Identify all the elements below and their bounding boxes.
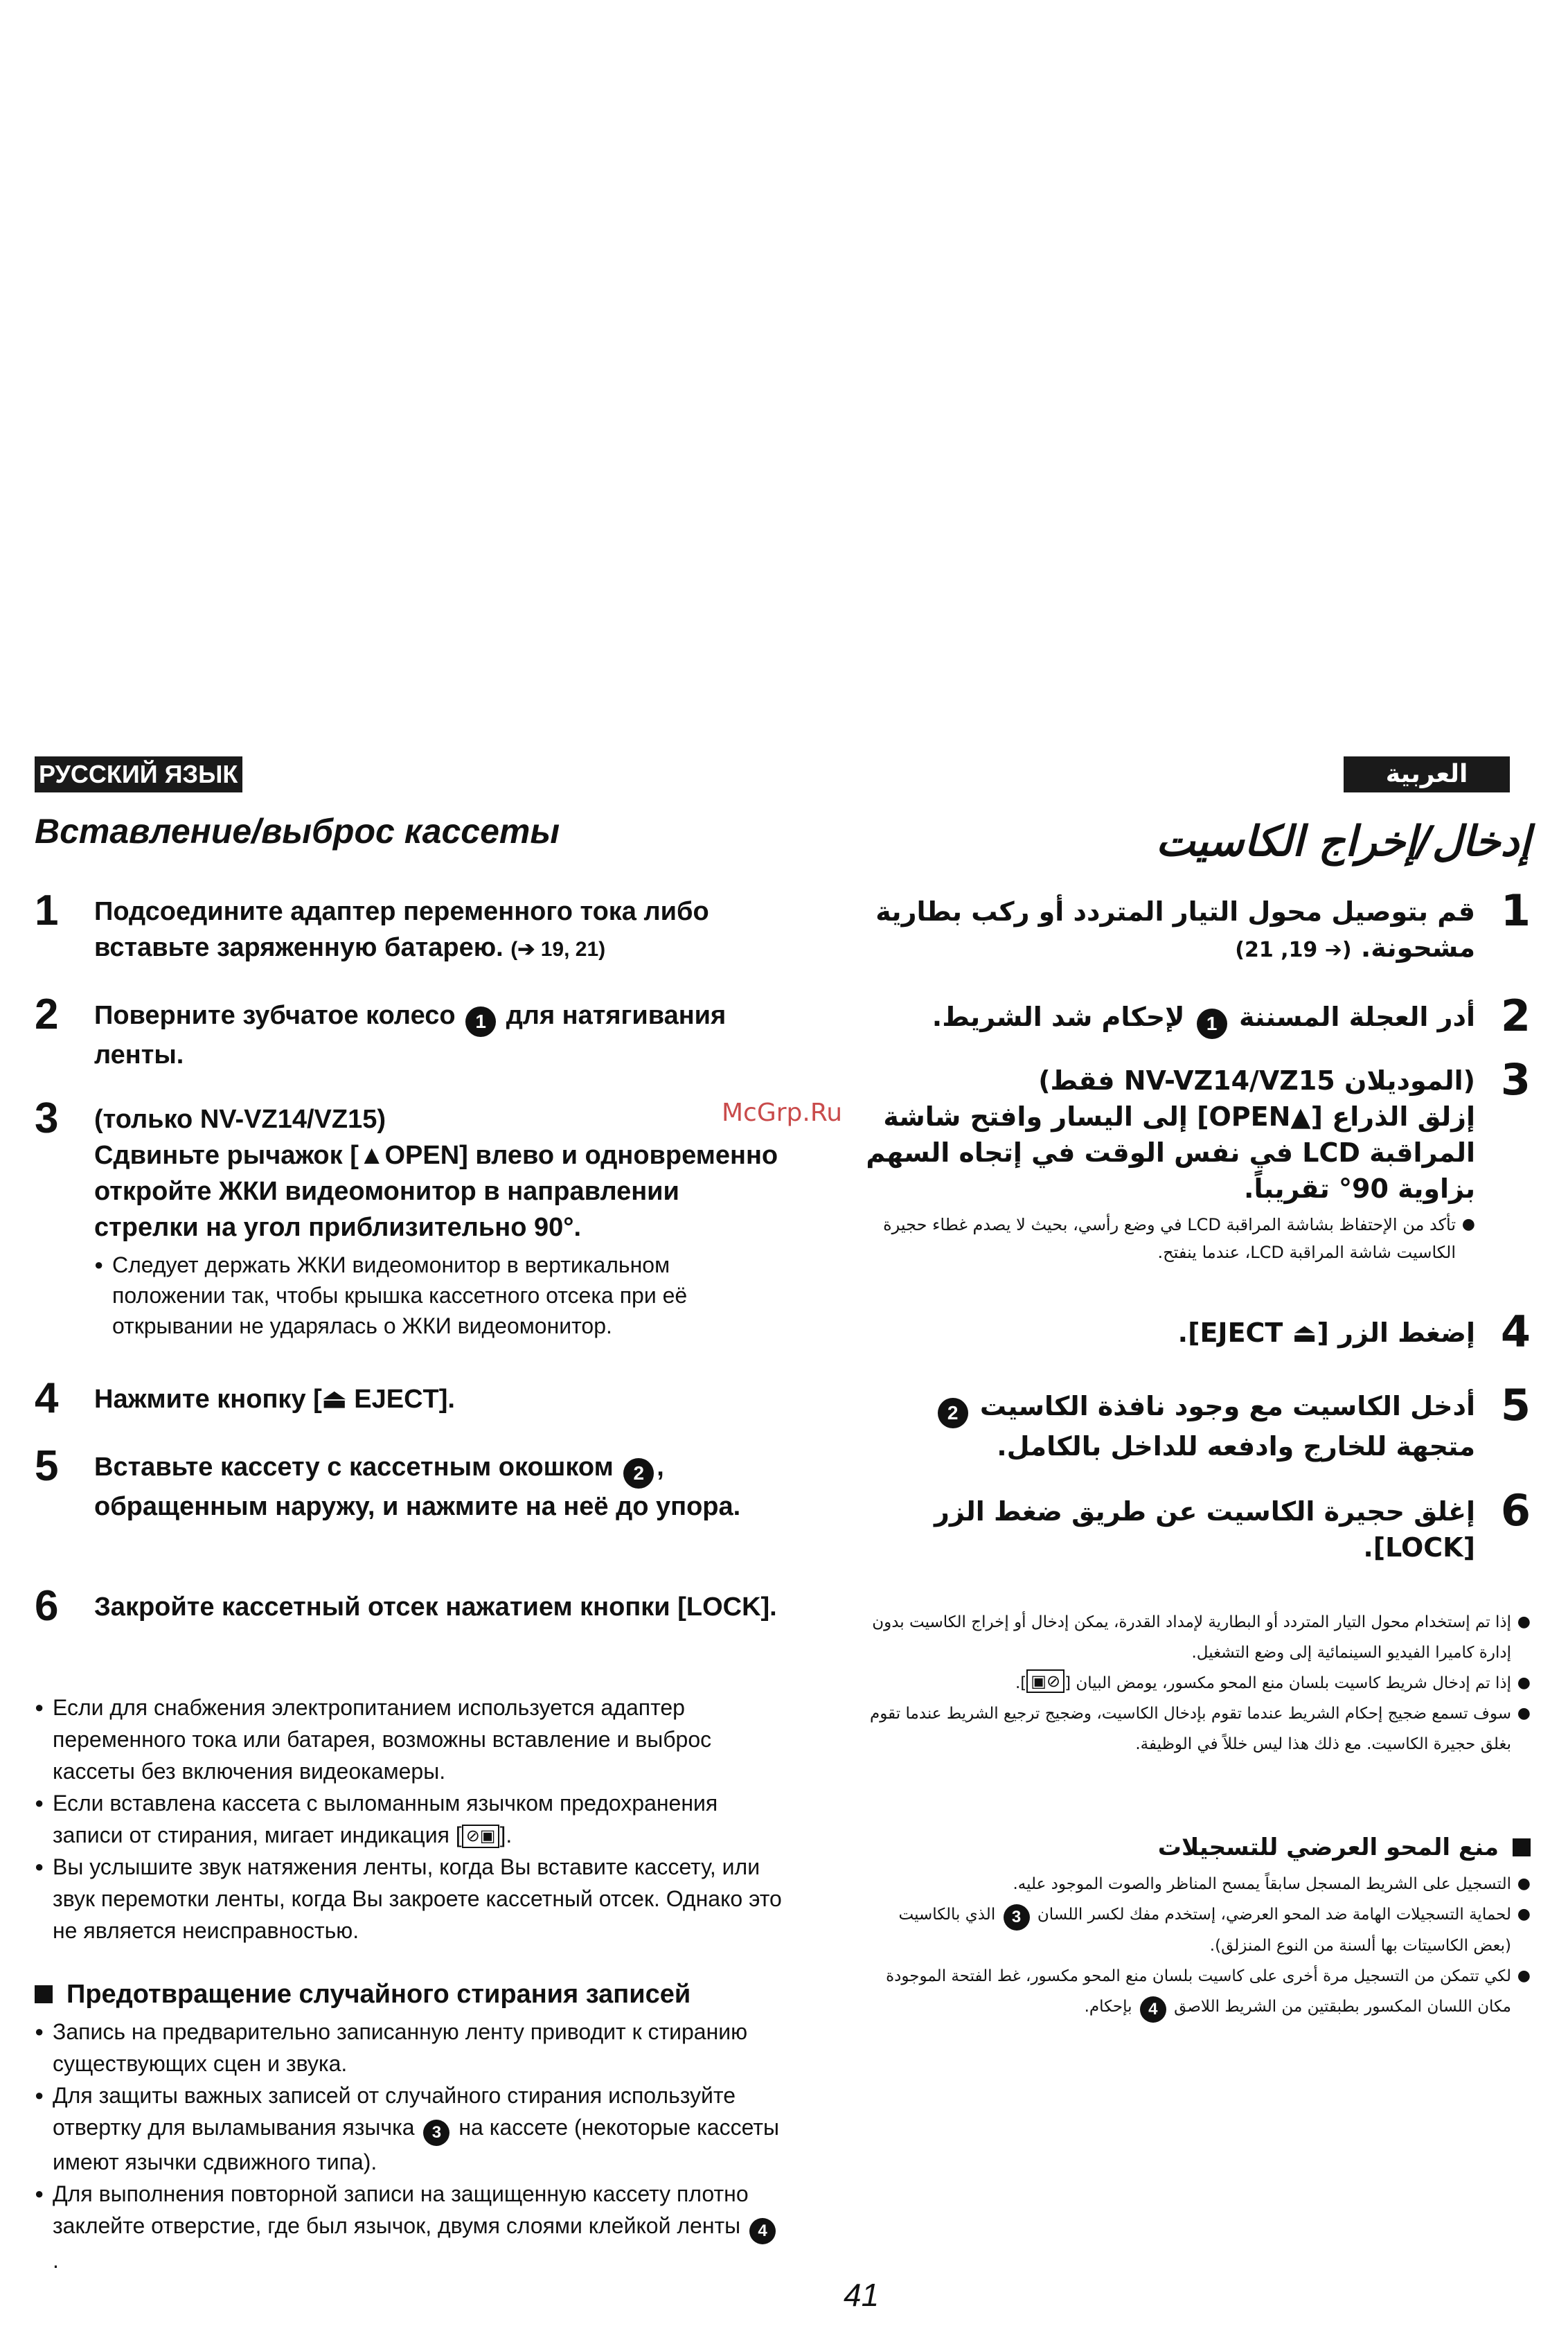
note-text: ]. xyxy=(499,1822,513,1847)
ar-notes xyxy=(866,1607,1531,1815)
ar-section-heading xyxy=(866,1829,1531,1866)
broken-tab-indicator-icon: ⊘▣ xyxy=(1026,1669,1064,1693)
square-bullet-icon xyxy=(35,1985,53,2003)
circled-number-4: 4 xyxy=(1140,1996,1166,2023)
circled-number-4: 4 xyxy=(749,2218,776,2244)
step-number: 1 xyxy=(35,887,59,934)
ar-step-4 xyxy=(866,1306,1531,1357)
circled-number-2: 2 xyxy=(623,1458,654,1489)
step-text: Вставьте кассету с кассетным окошком xyxy=(94,1453,614,1482)
section-item xyxy=(866,1961,1531,2023)
note-item: ● Если для снабжения электропитанием используется адаптер переменного тока или батарея, возможны вставление и выброс кассеты без включения видеокамеры. xyxy=(35,1692,783,1787)
step-text: إضغط الزر [⏏ EJECT]. xyxy=(1177,1318,1475,1348)
note-text: ]. xyxy=(1015,1674,1027,1692)
section-title: Предотвращение случайного стирания записей xyxy=(66,1979,691,2009)
step-number: 2 xyxy=(1500,991,1531,1041)
note-text: إذا تم إدخال شريط كاسيت بلسان منع المحو مكسور، يومض البيان [ xyxy=(1064,1674,1511,1692)
circled-number-3: 3 xyxy=(423,2120,449,2146)
ru-step-2 xyxy=(35,991,783,1070)
circled-number-1: 1 xyxy=(465,1006,496,1037)
ar-step-5 xyxy=(866,1380,1531,1462)
broken-tab-indicator-icon: ⊘▣ xyxy=(462,1825,500,1848)
circled-number-2: 2 xyxy=(938,1398,968,1428)
step-note: ● تأكد من الإحتفاظ بشاشة المراقبة LCD في وضع رأسي، بحيث لا يصدم غطاء حجيرة الكاسيت شاشة المراقبة LCD، عندما ينفتح. xyxy=(866,1211,1475,1266)
section-title: منع المحو العرضي للتسجيلات xyxy=(1157,1834,1499,1861)
section-text: Для выполнения повторной записи на защищенную кассету плотно заклейте отверстие, где был язычок, двумя слоями клейкой ленты xyxy=(53,2181,749,2238)
section-text: Для защиты важных записей от случайного стирания используйте отвертку для выламывания язычка xyxy=(53,2083,736,2140)
step-number: 5 xyxy=(1500,1380,1531,1430)
section-text: . xyxy=(53,2248,59,2273)
russian-title: Вставление/выброс кассеты xyxy=(35,812,560,851)
ru-section-items xyxy=(35,2016,783,2276)
step-number: 4 xyxy=(1500,1306,1531,1357)
step-number: 3 xyxy=(1500,1054,1531,1105)
ar-step-1 xyxy=(866,885,1531,971)
section-item xyxy=(866,1899,1531,1961)
step-text: Нажмите кнопку [⏏ EJECT]. xyxy=(94,1385,455,1414)
note-item: ● إذا تم إستخدام محول التيار المتردد أو البطارية لإمداد القدرة، يمكن إدخال أو إخراج الكاسيت بدون إدارة كاميرا الفيديو السينمائية إلى وضع التشغيل. xyxy=(866,1607,1531,1668)
step-text: قم بتوصيل محول التيار المتردد أو ركب بطارية مشحونة. xyxy=(875,896,1475,963)
ar-section-items xyxy=(866,1869,1531,2023)
step-text: إغلق حجيرة الكاسيت عن طريق ضغط الزر [LOCK]. xyxy=(934,1496,1475,1563)
step-text: для натягивания ленты. xyxy=(94,1001,727,1070)
note-item: ● Вы услышите звук натяжения ленты, когда Вы вставите кассету, или звук перемотки ленты, когда Вы закроете кассетный отсек. Однако это не является неисправностью. xyxy=(35,1851,783,1946)
arabic-column xyxy=(866,810,1531,2023)
ar-step-6 xyxy=(866,1485,1531,1565)
section-text: لكي تتمكن من التسجيل مرة أخرى على كاسيت بلسان منع المحو مكسور، غط الفتحة الموجودة مكان اللسان المكسور بطبقتين من الشريط اللاصق xyxy=(886,1967,1511,2016)
step-number: 6 xyxy=(35,1582,59,1630)
ru-notes xyxy=(35,1692,783,1948)
ar-step-3 xyxy=(866,1054,1531,1284)
step-text: Сдвиньте рычажок [▲OPEN] влево и одновременно откройте ЖКИ видеомонитор в направлении стрелки на угол приблизительно 90°. xyxy=(94,1141,778,1242)
step-text: إزلق الذراع [▲OPEN] إلى اليسار وافتح شاشة المراقبة LCD في نفس الوقت في إتجاه السهم بزاوية 90° تقريباً. xyxy=(866,1101,1475,1204)
note-item xyxy=(35,1787,783,1851)
step-text: متجهة للخارج وادفعه للداخل بالكامل. xyxy=(997,1431,1475,1462)
step-text: Подсоедините адаптер переменного тока либо вставьте заряженную батарею. xyxy=(94,897,709,962)
russian-language-tag: РУССКИЙ ЯЗЫК xyxy=(35,756,242,792)
ar-step-2 xyxy=(866,991,1531,1041)
step-text: أدر العجلة المسننة xyxy=(1238,1002,1475,1032)
ru-step-5 xyxy=(35,1442,783,1557)
step-text: لإحكام شد الشريط. xyxy=(932,1002,1185,1032)
arabic-language-tag: العربية xyxy=(1344,756,1510,792)
section-item: ● التسجيل على الشريط المسجل سابقاً يمسح المناظر والصوت الموجود عليه. xyxy=(866,1869,1531,1899)
page-reference: (➔ 19, 21) xyxy=(510,938,606,961)
step-text: Поверните зубчатое колесо xyxy=(94,1001,456,1030)
section-item xyxy=(35,2178,783,2276)
step-text: , обращенным наружу, и нажмите на неё до упора. xyxy=(94,1453,741,1521)
note-item xyxy=(866,1668,1531,1698)
russian-column xyxy=(35,810,783,2276)
page-number: 41 xyxy=(844,2277,880,2313)
section-text: بإحكام. xyxy=(1084,1998,1132,2016)
section-text: на кассете (некоторые кассеты имеют язычки сдвижного типа). xyxy=(53,2115,779,2174)
circled-number-3: 3 xyxy=(1004,1904,1030,1931)
section-item xyxy=(35,2079,783,2178)
step-text: أدخل الكاسيت مع وجود نافذة الكاسيت xyxy=(979,1391,1475,1421)
step-note: ● Следует держать ЖКИ видеомонитор в вертикальном положении так, чтобы крышка кассетного отсека при её открывании не ударялась о ЖКИ видеомонитор. xyxy=(94,1250,783,1341)
note-item: ● سوف تسمع ضجيج إحكام الشريط عندما تقوم بإدخال الكاسيت، وضجيج ترجيع الشريط عندما تقوم بغلق حجيرة الكاسيت. مع ذلك هذا ليس خللاً في الوظيفة. xyxy=(866,1698,1531,1759)
ru-step-4 xyxy=(35,1374,783,1422)
section-item: ● Запись на предварительно записанную ленту приводит к стиранию существующих сцен и звука. xyxy=(35,2016,783,2079)
step-text: Закройте кассетный отсек нажатием кнопки [LOCK]. xyxy=(94,1593,777,1622)
page-reference: (➔ 19, 21) xyxy=(1235,938,1352,962)
square-bullet-icon xyxy=(1513,1838,1531,1856)
step-number: 5 xyxy=(35,1442,59,1490)
note-text: Если вставлена кассета с выломанным язычком предохранения записи от стирания, мигает индикация [ xyxy=(53,1791,718,1847)
step-number: 6 xyxy=(1500,1485,1531,1536)
arabic-title: إدخال/إخراج الكاسيت xyxy=(1155,817,1531,866)
step-heading: (только NV-VZ14/VZ15) xyxy=(94,1105,386,1134)
step-number: 4 xyxy=(35,1374,59,1422)
step-heading: (الموديلان NV-VZ14/VZ15 فقط) xyxy=(1038,1065,1475,1096)
watermark: McGrp.Ru xyxy=(722,1099,843,1127)
section-text: الذي بالكاسيت (بعض الكاسيتات بها ألسنة من النوع المنزلق). xyxy=(898,1906,1511,1955)
ru-section-heading xyxy=(35,1976,783,2013)
ru-step-6 xyxy=(35,1582,783,1661)
circled-number-1: 1 xyxy=(1197,1009,1227,1039)
step-number: 2 xyxy=(35,991,59,1038)
section-text: لحماية التسجيلات الهامة ضد المحو العرضي، إستخدم مفك لكسر اللسان xyxy=(1037,1906,1511,1924)
step-number: 3 xyxy=(35,1094,59,1142)
ru-step-1 xyxy=(35,887,783,971)
step-number: 1 xyxy=(1500,885,1531,936)
